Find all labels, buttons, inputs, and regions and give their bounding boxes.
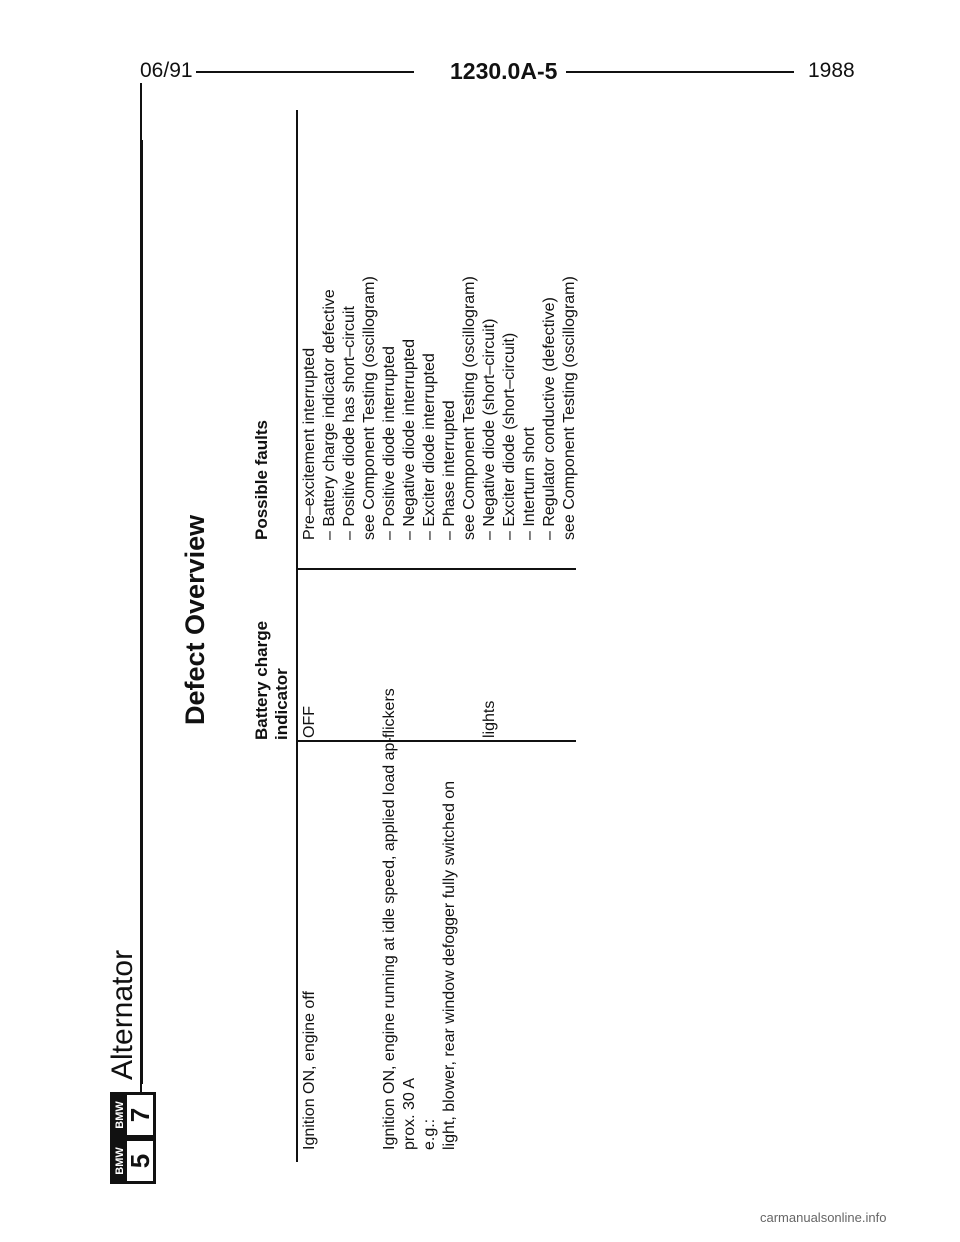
page-body	[100, 110, 590, 1190]
header-rule-right	[566, 71, 794, 73]
column-divider	[296, 568, 576, 570]
badge-brand: BMW	[113, 1095, 127, 1135]
fault-item: Pre–excitement interrupted	[301, 347, 318, 540]
fault-item: – Negative diode (short–circuit)	[481, 318, 498, 540]
column-header-faults: Possible faults	[252, 420, 271, 540]
bmw-5-series-badge	[110, 1138, 156, 1184]
section-rule	[140, 140, 143, 1084]
badge-brand: BMW	[113, 1141, 127, 1181]
fault-item: – Positive diode has short–circuit	[341, 306, 358, 540]
condition-line: prox. 30 A	[401, 1077, 418, 1150]
condition-line: light, blower, rear window defogger fully switched on	[441, 780, 458, 1150]
condition-cell	[300, 991, 320, 1150]
header-year: 1988	[808, 59, 855, 82]
faults-cell	[300, 276, 380, 540]
condition-cell	[380, 737, 460, 1150]
faults-cell	[380, 276, 480, 540]
fault-item: – Positive diode interrupted	[381, 346, 398, 540]
indicator-state: flickers	[381, 688, 398, 738]
fault-item: – Regulator conductive (defective)	[541, 297, 558, 540]
bmw-7-series-badge	[110, 1092, 156, 1138]
fault-item: see Component Testing (oscillogram)	[561, 276, 578, 540]
fault-item: – Battery charge indicator defective	[321, 289, 338, 540]
header-document-code: 1230.0A-5	[450, 58, 558, 84]
condition-line: e.g.:	[421, 1118, 438, 1150]
header-date: 06/91	[140, 59, 193, 82]
page-title: Defect Overview	[180, 514, 210, 725]
fault-item: – Negative diode interrupted	[401, 338, 418, 540]
fault-item: – Phase interrupted	[441, 400, 458, 540]
faults-cell	[480, 276, 580, 540]
fault-item: see Component Testing (oscillogram)	[361, 276, 378, 540]
section-title: Alternator	[106, 949, 139, 1080]
condition-line: Ignition ON, engine off	[301, 991, 318, 1150]
column-header-line: indicator	[272, 668, 291, 740]
watermark: carmanualsonline.info	[760, 1210, 887, 1225]
badge-series: 5	[125, 1153, 155, 1169]
column-header-line: Battery charge	[252, 620, 271, 740]
table-header-rule	[296, 110, 298, 1162]
fault-item: see Component Testing (oscillogram)	[461, 276, 478, 540]
column-header-indicator	[252, 621, 292, 740]
badge-series: 7	[125, 1107, 155, 1123]
header-rule-left	[196, 71, 414, 73]
fault-item: – Interturn short	[521, 427, 538, 540]
indicator-state: OFF	[301, 706, 318, 738]
fault-item: – Exciter diode interrupted	[421, 353, 438, 540]
fault-item: – Exciter diode (short–circuit)	[501, 332, 518, 540]
indicator-state: lights	[481, 700, 498, 738]
condition-line: Ignition ON, engine running at idle speed, applied load ap-	[381, 737, 398, 1150]
